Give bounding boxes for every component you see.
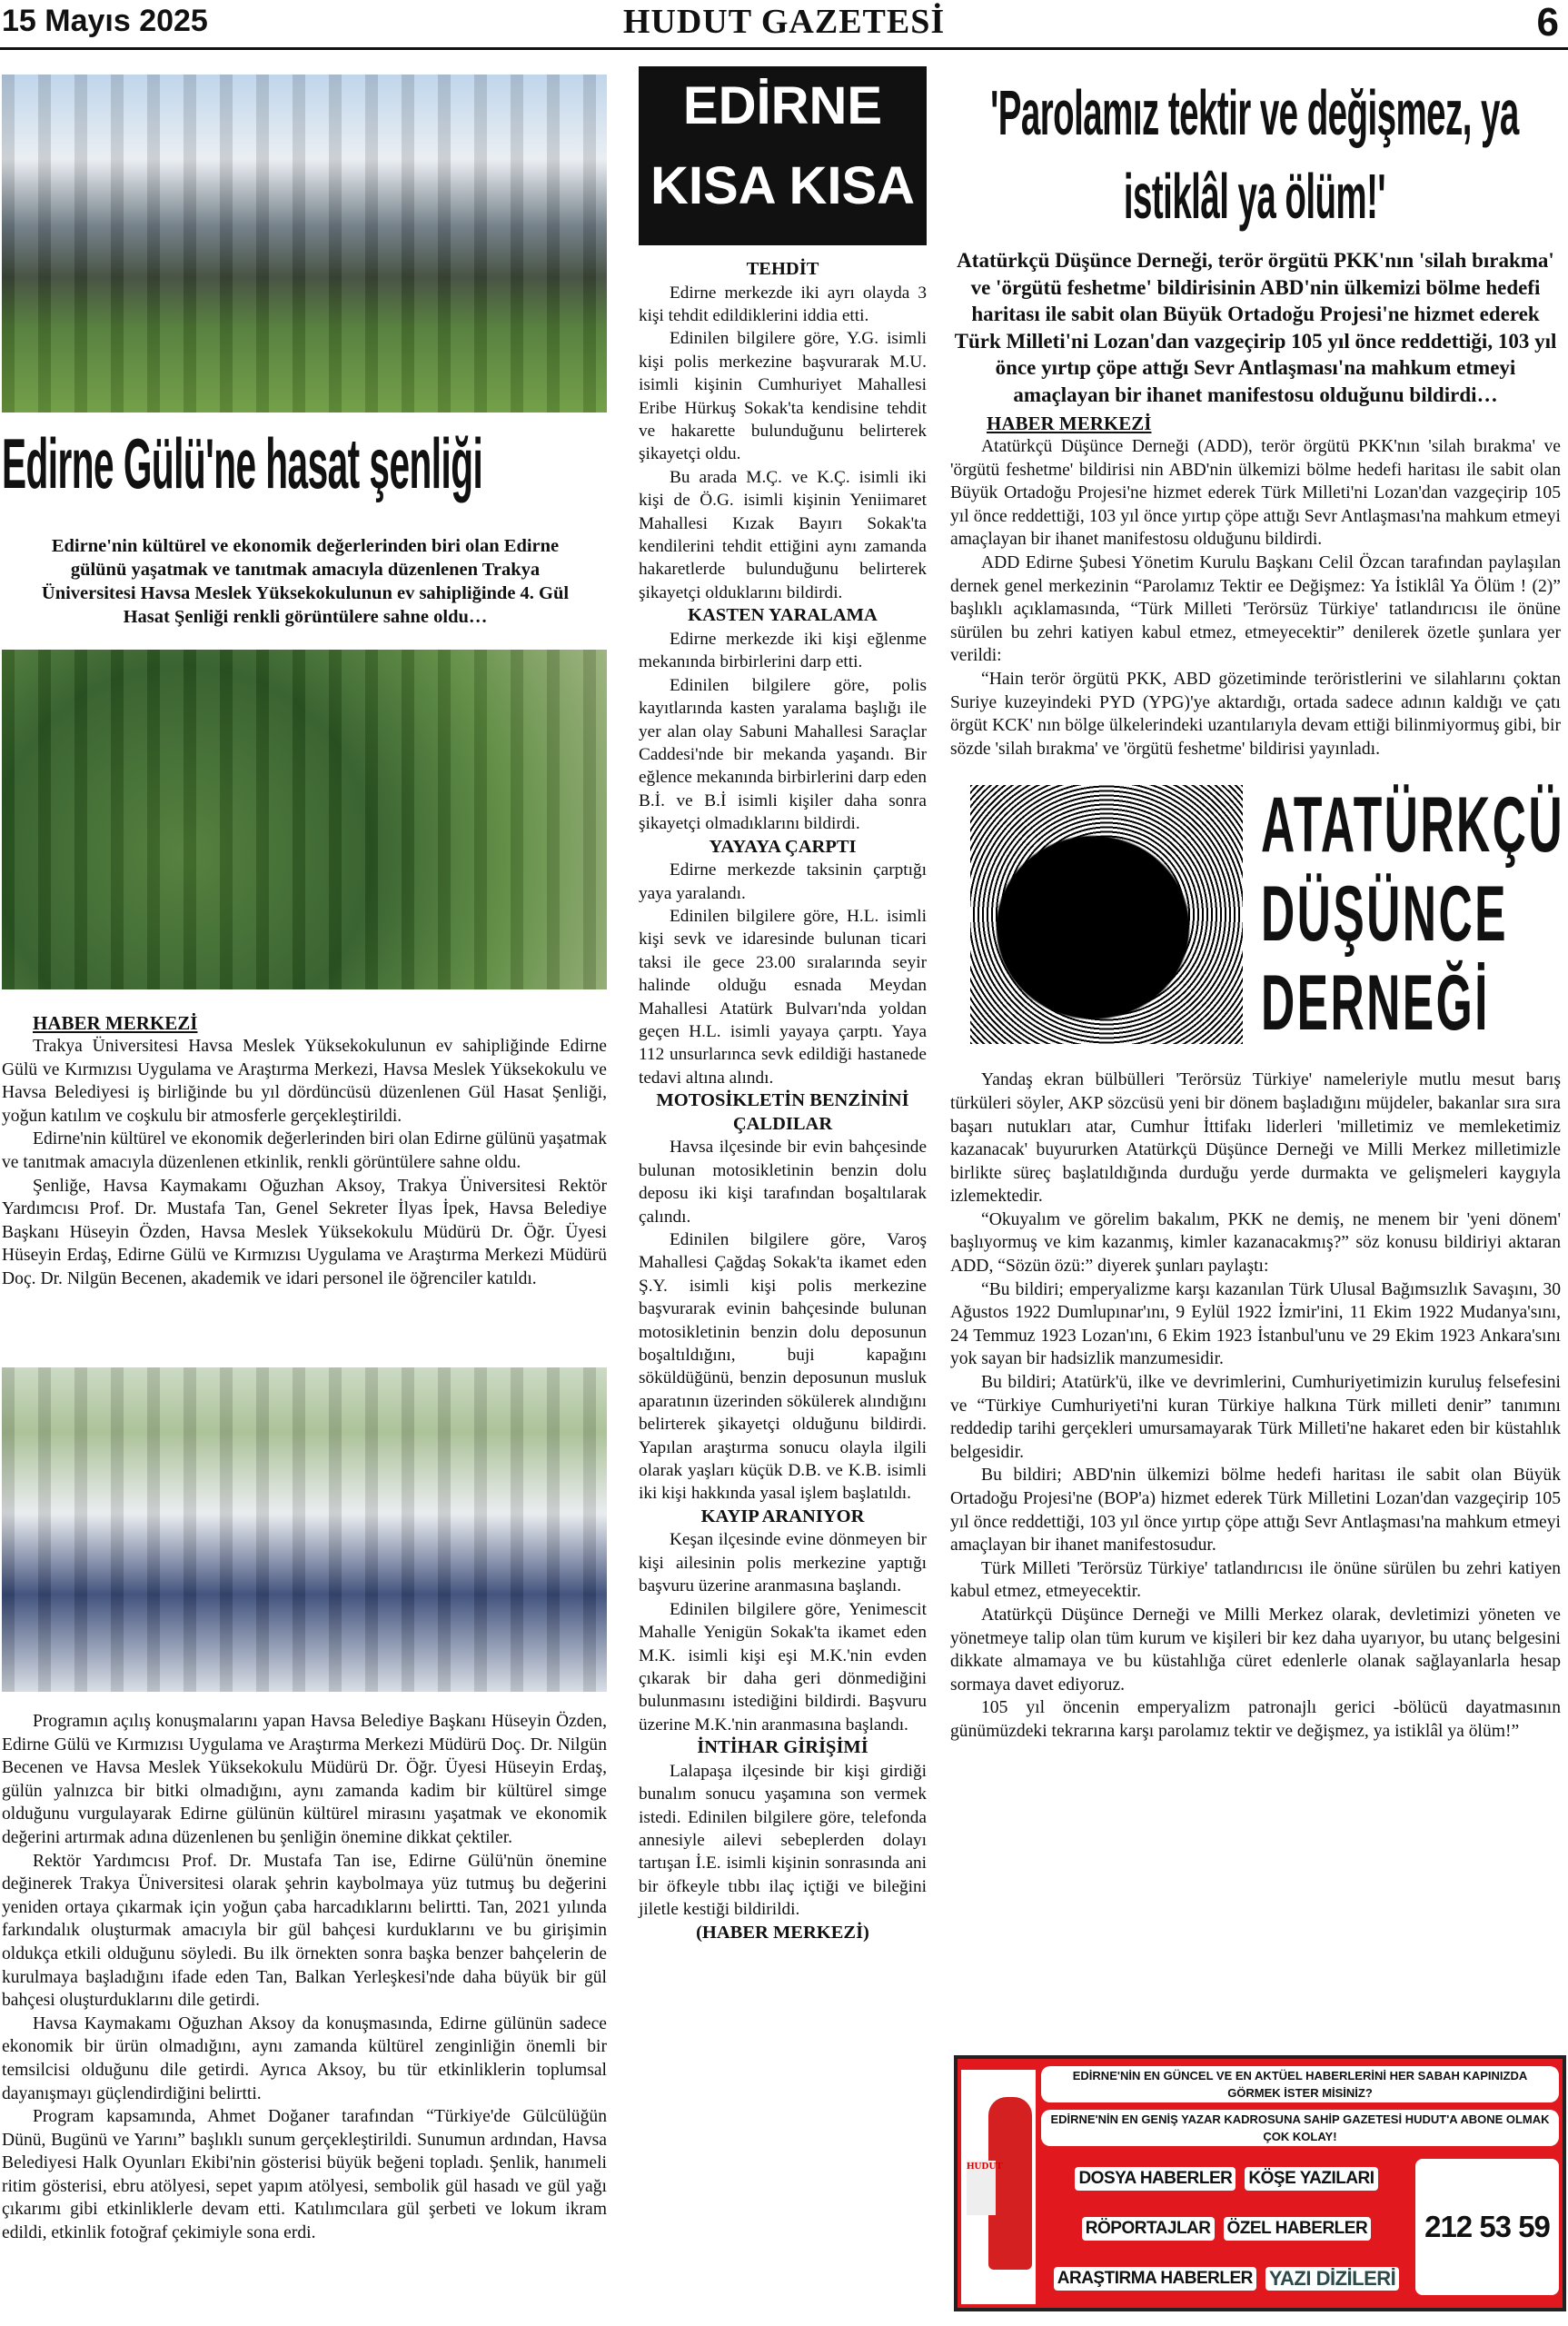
add-article-body-2 [950,1069,1561,1743]
ad-yazi: YAZI DİZİLERİ [1265,2267,1399,2291]
paragraph: Program kapsamında, Ahmet Doğaner tarafından “Türkiye'de Gülcülüğün Dünü, Bugünü ve Yarını” başlıklı sunum gerçekleştirildi. Sunumun ardından, Havsa Belediyesi Halk Oyunları Ekibi'nin gösterisi büyük beğeni topladı. Şenlik, hanımeli ritim gösterisi, ebru atölyesi, sepet yapım atölyesi, sembolik gül hasadı ve gül yağı çıkarımı gibi etkinliklerle devam etti. Katılımcılara gül şerbeti ve lokum ikram edildi, etkinlik fotoğraf çekimiyle sona erdi. [2,2107,607,2243]
ad-dosya: DOSYA HABERLER [1075,2167,1236,2191]
paragraph: Yandaş ekran bülbülleri 'Terörsüz Türkiye' nameleriyle mutlu mesut barış türküleri söyler, AKP sözcüsü yeni bir dönem başladığını müjdeler, bakanlar sıra sıra başarı nutukları atar, Cumhur İttifakı liderleri 'milletimiz ve memleketimiz kazanacak' buyururken Atatürkçü Düşünce Derneği ve Milli Merkez milletimizle birlikte süreç başlatıldığında durduğu yerde durmakta ve gelişmeleri kaygıyla izlemektedir. [950,1070,1561,1207]
paragraph: Keşan ilçesinde evine dönmeyen bir kişi ailesinin polis merkezine yaptığı başvuru üzerine aranmasına başlandı. [639,1530,927,1596]
paragraph: “Hain terör örgütü PKK, ABD gözetiminde teröristlerini ve silahlarını çoktan Suriye kuzeyindeki PYD (YPG)'ye aktardığı, ortada sadece adının kaldığı ve çatı örgüt KCK' nın bölge ülkelerindeki uzantılarıyla devam ettiği bilinmiyormuş gibi, bir sözde 'silah bırakma' ve 'örgütü feshetme' bildirisi yayınladı. [950,669,1561,759]
short-news-title: YAYAYA ÇARPTI [709,836,857,857]
paragraph: Türk Milleti 'Terörsüz Türkiye' tatlandırıcısı ile önüne sürülen bu zehri katiyen kabul etmez, etmeyecektir. [950,1558,1561,1602]
paragraph: 105 yıl öncenin emperyalizm patronajlı gerici -bölücü dayatmasının günümüzdeki tekrarına karşı parolamız tektir ve değişmez, ya istiklâl ya ölüm!” [950,1698,1561,1741]
delivery-scooter-illustration [961,2070,1036,2304]
paragraph: Edirne merkezde taksinin çarptığı yaya yaralandı. [639,860,927,903]
subscription-advertisement [954,2055,1566,2311]
short-news-body [639,628,927,836]
short-news-column [639,258,927,2311]
banner-line-2: KISA KISA [650,156,916,215]
ataturk-portrait-icon [970,785,1243,1044]
paragraph: Atatürkçü Düşünce Derneği ve Milli Merkez olarak, devletimizi yöneten ve yönetmeye talip olan tüm kurum ve kişileri bir kez daha uyarıyor, bu utanç belgesini dikkate almamaya ve bu küstahlığa cüret edenlerle olanak sağlayanlarla hesap sormaya davet ediyoruz. [950,1605,1561,1695]
photo-group-at-rose-garden [2,75,607,413]
short-news-title: İNTİHAR GİRİŞİMİ [697,1737,868,1758]
paragraph: Edinilen bilgilere göre, Y.G. isimli kişi polis merkezine başvurarak M.U. isimli kişinin Cumhuriyet Mahallesi Eribe Hürkuş Sokak'ta kendisine tehdit ve hakarette bulunduğunu belirterek şikayetçi oldu. [639,329,927,464]
logo-text: DERNEĞİ [1261,959,1490,1048]
ad-line-1: EDİRNE'NİN EN GÜNCEL VE EN AKTÜEL HABERLERİNİ HER SABAH KAPINIZDA GÖRMEK İSTER MİSİNİZ? [1041,2066,1559,2102]
ad-arastirma: ARAŞTIRMA HABERLER [1054,2267,1256,2291]
short-news-title: KAYIP ARANIYOR [700,1506,865,1526]
short-news-title: MOTOSİKLETİN BENZİNİNİ ÇALDILAR [656,1090,909,1134]
paragraph: ADD Edirne Şubesi Yönetim Kurulu Başkanı Celil Özcan tarafından paylaşılan dernek genel merkezinin “Parolamız Tektir ee Değişmez: Ya İstiklâl Ya Ölüm ! (2)” başlıklı açıklamasında, “Türk Milleti 'Terörsüz Türkiye' tatlandırıcısı ile önüne sürülen bu zehri katiyen kabul etmez, etmeyecektir” denilerek özetle şunlara yer verildi: [950,552,1561,666]
newspaper-logo: HUDUT [967,2161,996,2215]
paragraph: “Bu bildiri; emperyalizme karşı kazanılan Türk Ulusal Bağımsızlık Savaşını, 30 Ağustos 1922 Dumlupınar'ını, 9 Eylül 1922 İzmir'ini, 11 Ekim 1922 Mudanya'sını, 24 Temmuz 1923 Lozan'ını, 6 Ekim 1923 İstanbul'unu ve 29 Ekim 1923 Ankara'sını yok sayan bir hadsizlik manzumesidir. [950,1279,1561,1369]
ad-phone-number [1415,2159,1559,2295]
lead-add-statement: Atatürkçü Düşünce Derneği, terör örgütü PKK'nın 'silah bırakma' ve 'örgütü feshetme' bildirisinin ABD'nin ülkemizi bölme hedefi haritası ile sabit olan Büyük Ortadoğu Projesi'ne hizmet ederek Türk Milleti'ni Lozan'dan vazgeçirip 105 yıl önce reddettiği, 103 yıl önce yırtıp çöpe attığı Sevr Antlaşması'na mahkum etmeyi amaçlayan bir ihanet manifestosu olduğunu bildirdi… [954,249,1557,406]
phone-text: 212 53 59 [1424,2210,1550,2243]
paragraph: Havsa ilçesinde bir evin bahçesinde bulunan motosikletinin benzin dolu deposu iki kişi tarafından boşaltılarak çalındı. [639,1138,927,1227]
paragraph: Programın açılış konuşmalarını yapan Havsa Belediye Başkanı Hüseyin Özden, Edirne Gülü ve Kırmızısı Uygulama ve Araştırma Merkezi Müdürü Doç. Dr. Nilgün Becenen ve Havsa Meslek Yüksekokulu Müdürü Dr. Öğr. Üyesi Hüseyin Erdaş, gülün yalnızca bir bitki olmadığını, aynı zamanda kadim bir kültürel simge olduğunu vurgulayarak Edirne gülünün kültürel mirasını yaşatmak ve ekonomik değerini artırmak adına düzenlenen bu şenliğin önemine dikkat çektiler. [2,1712,607,1847]
page-number: 6 [1536,0,1559,45]
paragraph: Trakya Üniversitesi Havsa Meslek Yüksekokulunun ev sahipliğinde Edirne Gülü ve Kırmızısı Uygulama ve Araştırma Merkezi, Havsa Meslek Yüksekokulu ve Havsa Belediyesi iş birliğinde bu yıl dördüncüsü düzenlenen Gül Hasat Şenliği, yoğun katılım ve coşkulu bir atmosferle gerçekleştirildi. [2,1037,607,1126]
short-news-title: KASTEN YARALAMA [688,605,878,626]
banner-line-1: EDİRNE [682,76,883,135]
section-banner-edirne-kisa-kisa [639,66,927,245]
header-rule [0,47,1568,50]
paragraph: “Okuyalım ve görelim bakalım, PKK ne demiş, ne menem bir 'yeni dönem' başlıyormuş ve kim kazanmış, kimler kazanacakmış?” söz konusu bildiriyi aktaran ADD, “Sözün özü:” diyerek şunları paylaştı: [950,1209,1561,1277]
headline-add-statement: 'Parolamız tektir ve değişmez, ya istiklâl ya ölüm!' [990,77,1519,232]
short-news-title: TEHDİT [746,259,819,279]
byline: HABER MERKEZİ [987,413,1152,434]
paragraph: Edinilen bilgilere göre, Yenimescit Mahalle Yenigün Sokak'ta ikamet eden M.K. isimli kişi eşi M.K.'nin evden çıkarak bir daha geri dönmediğini bulunmasını istediğini bildirdi. Başvuru üzerine M.K.'nin aranmasına başlandı. [639,1599,927,1735]
short-news-body [639,1760,927,1922]
photo-rose-harvest-field [2,650,607,989]
ataturkcu-dusunce-dernegi-logo [970,780,1565,1049]
paragraph: Edinilen bilgilere göre, Varoş Mahallesi Çağdaş Sokak'ta ikamet eden Ş.Y. isimli kişi polis merkezine başvurarak evinin bahçesinde bulunan motosikletinin benzin dolu deposunun boşaltıldığını, buji kapağını söküldüğünü, benzin deposunun musluk aparatının üzerinden sökülerek alındığını belirterek şikayetçi olduğunu bildirdi. Yapılan araştırma sonucu olayla ilgili olarak yaşları küçük D.B. ve K.B. isimli iki kişi hakkında yasal işlem başlatıldı. [639,1230,927,1504]
article-body-1 [2,1011,607,1291]
paragraph: Şenliğe, Havsa Kaymakamı Oğuzhan Aksoy, Trakya Üniversitesi Rektör Yardımcısı Prof. Dr. Mustafa Tan, Genel Sekreter İlyas İpek, Havsa Belediye Başkanı Hüseyin Özden, Havsa Meslek Yüksekokulu Müdürü Dr. Öğr. Üyesi Hüseyin Erdaş, Edirne Gülü ve Kırmızısı Uygulama ve Araştırma Merkezi Müdürü Doç. Dr. Nilgün Becenen, akademik ve idari personel ile öğrenciler katıldı. [2,1176,607,1288]
paragraph: Edinilen bilgilere göre, polis kayıtlarında kasten yaralama başlığı ile yer alan olay Sabuni Mahallesi Saraçlar Caddesi'nde bir mekanda yaşandı. Bir eğlence mekanında birbirlerini darp eden B.İ. ve B.İ isimli kişiler daha sonra şikayetçi olmadıklarını bildirdi. [639,675,927,834]
photo-award-ceremony [2,1367,607,1692]
paragraph: Edinilen bilgilere göre, H.L. isimli kişi sevk ve idaresinde bulunan ticari taksi ile gece 23.00 sıralarında seyir halinde olduğu esnada Meydan Mahallesi Atatürk Bulvarı'nda yoldan geçen H.L. isimli yayaya çarptı. Yaya 112 unsurlarınca sevk edildiği hastanede tedavi altına alındı. [639,906,927,1088]
ad-line-2: EDİRNE'NİN EN GENİŞ YAZAR KADROSUNA SAHİP GAZETESİ HUDUT'A ABONE OLMAK ÇOK KOLAY! [1041,2110,1559,2146]
paragraph: Lalapaşa ilçesinde bir kişi girdiği bunalım sonucu yaşamına son vermek istedi. Edinilen bilgilere göre, telefonda annesiyle ailevi sebeplerden dolayı tartışan İ.E. isimli kişinin sonrasında ani bir öfkeyle tıbbı ilaç içtiği ve bileğini jiletle kestiği bildirildi. [639,1761,927,1920]
logo-text: DÜŞÜNCE [1261,870,1508,959]
ad-ozel: ÖZEL HABERLER [1224,2217,1372,2241]
ad-roportaj: RÖPORTAJLAR [1082,2217,1215,2241]
issue-date: 15 Mayıs 2025 [2,4,208,38]
paragraph: Bu bildiri; ABD'nin ülkemizi bölme hedefi haritası ile sabit olan Büyük Ortadoğu Projesi'ne (BOP'a) hizmet ederek Türk Milletini Lozan'dan vazgeçirip 105 yıl önce reddettiği, 103 yıl önce yırtıp çöpe attığı Sevr Antlaşması'na mahkum etmeyi amaçlayan bir ihanet manifestosudur. [950,1466,1561,1556]
right-column [950,71,1565,2048]
signoff: (HABER MERKEZİ) [696,1922,869,1943]
paragraph: Rektör Yardımcısı Prof. Dr. Mustafa Tan ise, Edirne Gülü'nün önemine değinerek Trakya Üniversitesi olarak şehrin kaybolmaya yüz tutmuş bu değerini yeniden ortaya çıkarmak için yoğun çaba harcadıklarını belirtti. Tan, 2021 yılında farkındalık oluşturmak amacıyla bir gül bahçesi kurduklarını ve bu girişimin oldukça etkili olduğunu söyledi. Bu ilk örnekten sonra başka benzer bahçelerin de kurulmaya başladığını ifade eden Tan, Balkan Yerleşkesi'nde daha büyük bir gül bahçesi oluşturduklarını dile getirdi. [2,1851,607,2011]
paragraph: Havsa Kaymakamı Oğuzhan Aksoy da konuşmasında, Edirne gülünün sadece ekonomik bir ürün olmadığını, aynı zamanda kültürel zenginliğin önemli bir temsilcisi olduğunu dile getirdi. Ayrıca Aksoy, bu tür etkinliklerin toplumsal dayanışmayı güçlendirdiğini belirtti. [2,2013,607,2103]
paragraph: Edirne merkezde iki kişi eğlenme mekanında birbirlerini darp etti. [639,629,927,672]
headline-rose-festival: Edirne Gülü'ne hasat şenliği [2,423,483,503]
short-news-body [639,282,927,605]
paragraph: Bu bildiri; Atatürk'ü, ilke ve devrimlerini, Cumhuriyetimizin kuruluş felsefesini ve “Türkiye Cumhuriyeti'ni kuran Türkiye halkına Türk milleti denir” tanımını reddedip tarihi gerçekleri umursamayarak Türk Milleti'ne hakaret eden bir küstahlık belgesidir. [950,1373,1561,1462]
lead-rose-festival: Edirne'nin kültürel ve ekonomik değerlerinden biri olan Edirne gülünü yaşatmak ve tanıtmak amacıyla düzenlenen Trakya Üniversitesi Havsa Meslek Yüksekokulunun ev sahipliğinde 4. Gül Hasat Şenliği renkli görüntülere sahne oldu… [41,536,570,627]
add-article-body-1 [950,412,1561,760]
ad-kose: KÖŞE YAZILARI [1245,2167,1377,2191]
paragraph: Bu arada M.Ç. ve K.Ç. isimli iki kişi de Ö.G. isimli kişinin Yeniimaret Mahallesi Kızak Bayırı Sokak'ta kendilerini tehdit ettiğini aynı zamanda hakaretlerde bulunduğunu belirterek şikayetçi olduklarını bildirdi. [639,467,927,602]
short-news-body [639,1136,927,1506]
paragraph: Edirne merkezde iki ayrı olayda 3 kişi tehdit edildiklerini iddia etti. [639,283,927,325]
short-news-body [639,859,927,1089]
ad-categories [1041,2153,1412,2304]
paragraph: Atatürkçü Düşünce Derneği (ADD), terör örgütü PKK'nın 'silah bırakma' ve 'örgütü feshetme' bildirisi nin ABD'nin ülkemizi bölme hedefi haritası ile sabit olan Büyük Ortadoğu Projesi'ne hizmet ederek Türk Milleti'ni Lozan'dan vazgeçirip 105 yıl önce reddettiği, 103 yıl önce yırtıp çöpe attığı Sevr Antlaşması'na mahkum etmeyi amaçlayan bir ihanet manifestosu olduğunu bildirdi. [950,437,1561,550]
newspaper-name: HUDUT GAZETESİ [622,3,946,41]
short-news-body [639,1528,927,1736]
byline: HABER MERKEZİ [33,1012,198,1034]
article-body-2 [2,1710,607,2310]
paragraph: Edirne'nin kültürel ve ekonomik değerlerinden biri olan Edirne gülünü yaşatmak ve tanıtmak amacıyla düzenlenen etkinlik, renkli görüntülere sahne oldu. [2,1129,607,1172]
logo-text: ATATÜRKÇÜ [1261,781,1565,870]
